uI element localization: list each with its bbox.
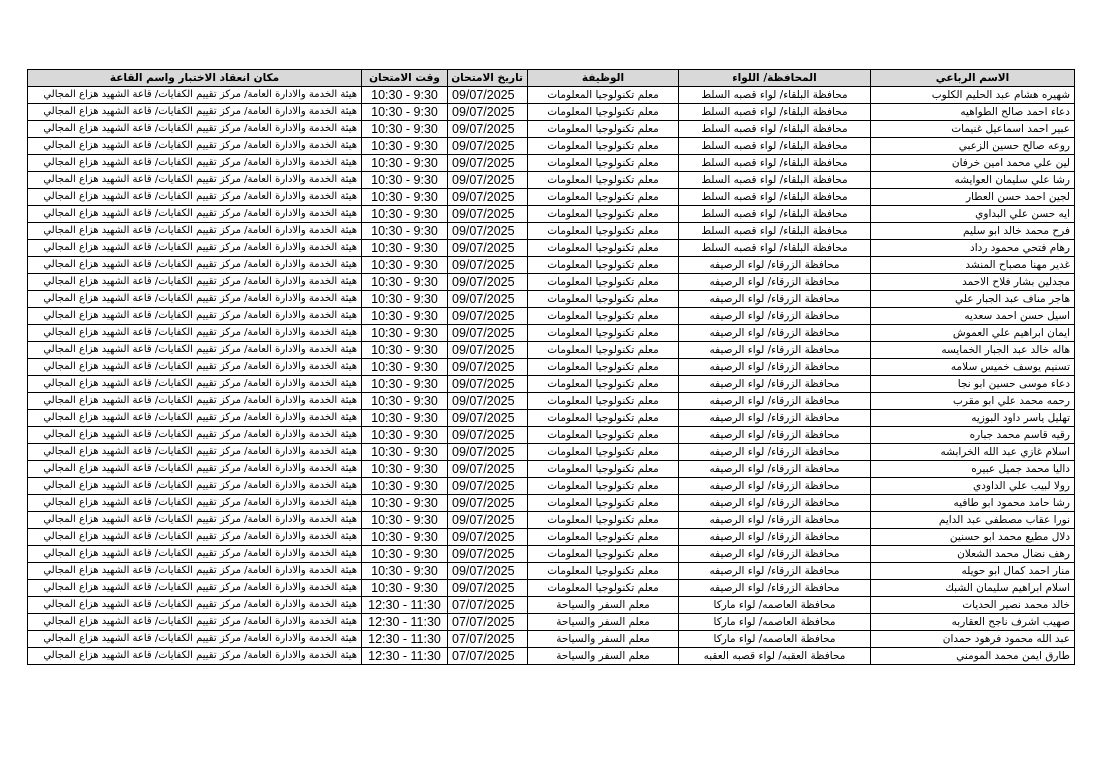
cell-exam-place: هيئة الخدمة والادارة العامة/ مركز تقييم الكفايات/ قاعة الشهيد هزاع المجالي (28, 563, 362, 580)
cell-job: معلم تكنولوجيا المعلومات (528, 444, 679, 461)
cell-governorate: محافظة الزرقاء/ لواء الرصيفه (679, 359, 871, 376)
cell-governorate: محافظة الزرقاء/ لواء الرصيفه (679, 495, 871, 512)
cell-exam-time: 10:30 - 9:30 (362, 529, 448, 546)
cell-exam-place: هيئة الخدمة والادارة العامة/ مركز تقييم الكفايات/ قاعة الشهيد هزاع المجالي (28, 546, 362, 563)
cell-exam-place: هيئة الخدمة والادارة العامة/ مركز تقييم الكفايات/ قاعة الشهيد هزاع المجالي (28, 206, 362, 223)
cell-exam-time: 10:30 - 9:30 (362, 444, 448, 461)
cell-exam-date: 09/07/2025 (448, 376, 528, 393)
cell-job: معلم تكنولوجيا المعلومات (528, 325, 679, 342)
cell-name: شهيره هشام عبد الحليم الكلوب (871, 87, 1075, 104)
cell-exam-time: 10:30 - 9:30 (362, 325, 448, 342)
cell-exam-date: 09/07/2025 (448, 546, 528, 563)
cell-job: معلم تكنولوجيا المعلومات (528, 87, 679, 104)
header-name: الاسم الرباعي (871, 70, 1075, 87)
table-row (28, 274, 1075, 291)
cell-exam-time: 10:30 - 9:30 (362, 274, 448, 291)
cell-exam-date: 09/07/2025 (448, 189, 528, 206)
cell-exam-place: هيئة الخدمة والادارة العامة/ مركز تقييم الكفايات/ قاعة الشهيد هزاع المجالي (28, 104, 362, 121)
cell-exam-date: 09/07/2025 (448, 427, 528, 444)
cell-name: عبير احمد اسماعيل غنيمات (871, 121, 1075, 138)
cell-governorate: محافظة البلقاء/ لواء قصبه السلط (679, 189, 871, 206)
cell-job: معلم تكنولوجيا المعلومات (528, 461, 679, 478)
cell-governorate: محافظة البلقاء/ لواء قصبه السلط (679, 121, 871, 138)
cell-job: معلم تكنولوجيا المعلومات (528, 223, 679, 240)
table-row (28, 512, 1075, 529)
cell-governorate: محافظة العاصمه/ لواء ماركا (679, 614, 871, 631)
table-row (28, 308, 1075, 325)
cell-job: معلم السفر والسياحة (528, 597, 679, 614)
table-row (28, 291, 1075, 308)
cell-exam-time: 10:30 - 9:30 (362, 155, 448, 172)
table-row (28, 478, 1075, 495)
cell-name: ايه حسن علي البداوي (871, 206, 1075, 223)
cell-exam-place: هيئة الخدمة والادارة العامة/ مركز تقييم الكفايات/ قاعة الشهيد هزاع المجالي (28, 308, 362, 325)
cell-job: معلم السفر والسياحة (528, 648, 679, 665)
cell-name: رقيه قاسم محمد جباره (871, 427, 1075, 444)
cell-job: معلم تكنولوجيا المعلومات (528, 580, 679, 597)
cell-exam-date: 09/07/2025 (448, 580, 528, 597)
cell-exam-time: 10:30 - 9:30 (362, 478, 448, 495)
cell-exam-time: 10:30 - 9:30 (362, 172, 448, 189)
cell-exam-place: هيئة الخدمة والادارة العامة/ مركز تقييم الكفايات/ قاعة الشهيد هزاع المجالي (28, 291, 362, 308)
cell-exam-place: هيئة الخدمة والادارة العامة/ مركز تقييم الكفايات/ قاعة الشهيد هزاع المجالي (28, 495, 362, 512)
cell-job: معلم تكنولوجيا المعلومات (528, 563, 679, 580)
cell-exam-time: 10:30 - 9:30 (362, 495, 448, 512)
cell-exam-date: 09/07/2025 (448, 104, 528, 121)
cell-exam-date: 09/07/2025 (448, 393, 528, 410)
cell-governorate: محافظة الزرقاء/ لواء الرصيفه (679, 478, 871, 495)
table-row (28, 410, 1075, 427)
cell-exam-time: 10:30 - 9:30 (362, 138, 448, 155)
cell-job: معلم تكنولوجيا المعلومات (528, 359, 679, 376)
cell-exam-place: هيئة الخدمة والادارة العامة/ مركز تقييم الكفايات/ قاعة الشهيد هزاع المجالي (28, 274, 362, 291)
table-row (28, 223, 1075, 240)
cell-exam-date: 09/07/2025 (448, 563, 528, 580)
cell-name: رولا لبيب علي الداودي (871, 478, 1075, 495)
cell-name: خالد محمد نصير الحديات (871, 597, 1075, 614)
cell-exam-time: 10:30 - 9:30 (362, 189, 448, 206)
table-row (28, 138, 1075, 155)
cell-name: رهام فتحي محمود رداد (871, 240, 1075, 257)
cell-name: اسيل حسن احمد سعديه (871, 308, 1075, 325)
cell-exam-date: 09/07/2025 (448, 529, 528, 546)
cell-name: داليا محمد جميل عبيره (871, 461, 1075, 478)
cell-job: معلم تكنولوجيا المعلومات (528, 121, 679, 138)
cell-job: معلم السفر والسياحة (528, 631, 679, 648)
cell-job: معلم تكنولوجيا المعلومات (528, 546, 679, 563)
cell-exam-date: 09/07/2025 (448, 138, 528, 155)
cell-exam-place: هيئة الخدمة والادارة العامة/ مركز تقييم الكفايات/ قاعة الشهيد هزاع المجالي (28, 512, 362, 529)
cell-name: دلال مطيع محمد ابو حسنين (871, 529, 1075, 546)
cell-name: نورا عقاب مصطفى عبد الدايم (871, 512, 1075, 529)
table-row (28, 240, 1075, 257)
cell-governorate: محافظة الزرقاء/ لواء الرصيفه (679, 529, 871, 546)
cell-job: معلم تكنولوجيا المعلومات (528, 342, 679, 359)
cell-exam-date: 09/07/2025 (448, 155, 528, 172)
cell-exam-date: 09/07/2025 (448, 308, 528, 325)
cell-governorate: محافظة الزرقاء/ لواء الرصيفه (679, 308, 871, 325)
cell-job: معلم تكنولوجيا المعلومات (528, 138, 679, 155)
cell-job: معلم تكنولوجيا المعلومات (528, 308, 679, 325)
cell-exam-date: 09/07/2025 (448, 410, 528, 427)
table-row (28, 461, 1075, 478)
cell-exam-place: هيئة الخدمة والادارة العامة/ مركز تقييم الكفايات/ قاعة الشهيد هزاع المجالي (28, 87, 362, 104)
cell-exam-date: 09/07/2025 (448, 359, 528, 376)
cell-governorate: محافظة الزرقاء/ لواء الرصيفه (679, 393, 871, 410)
cell-name: مجدلين بشار فلاح الاحمد (871, 274, 1075, 291)
cell-governorate: محافظة الزرقاء/ لواء الرصيفه (679, 257, 871, 274)
cell-exam-place: هيئة الخدمة والادارة العامة/ مركز تقييم الكفايات/ قاعة الشهيد هزاع المجالي (28, 189, 362, 206)
cell-name: لجين احمد حسن العطار (871, 189, 1075, 206)
cell-governorate: محافظة الزرقاء/ لواء الرصيفه (679, 427, 871, 444)
table-row (28, 597, 1075, 614)
cell-exam-place: هيئة الخدمة والادارة العامة/ مركز تقييم الكفايات/ قاعة الشهيد هزاع المجالي (28, 529, 362, 546)
cell-name: تسنيم يوسف خميس سلامه (871, 359, 1075, 376)
cell-exam-place: هيئة الخدمة والادارة العامة/ مركز تقييم الكفايات/ قاعة الشهيد هزاع المجالي (28, 427, 362, 444)
cell-exam-time: 10:30 - 9:30 (362, 461, 448, 478)
cell-name: رهف نضال محمد الشعلان (871, 546, 1075, 563)
cell-governorate: محافظة البلقاء/ لواء قصبه السلط (679, 206, 871, 223)
cell-governorate: محافظة الزرقاء/ لواء الرصيفه (679, 410, 871, 427)
cell-governorate: محافظة الزرقاء/ لواء الرصيفه (679, 342, 871, 359)
header-job: الوظيفة (528, 70, 679, 87)
cell-name: تهليل ياسر داود البوزيه (871, 410, 1075, 427)
cell-exam-time: 10:30 - 9:30 (362, 393, 448, 410)
exam-schedule-sheet (27, 69, 1074, 665)
cell-governorate: محافظة البلقاء/ لواء قصبه السلط (679, 87, 871, 104)
cell-exam-place: هيئة الخدمة والادارة العامة/ مركز تقييم الكفايات/ قاعة الشهيد هزاع المجالي (28, 359, 362, 376)
cell-exam-date: 09/07/2025 (448, 478, 528, 495)
table-row (28, 631, 1075, 648)
cell-exam-place: هيئة الخدمة والادارة العامة/ مركز تقييم الكفايات/ قاعة الشهيد هزاع المجالي (28, 223, 362, 240)
cell-exam-time: 10:30 - 9:30 (362, 376, 448, 393)
cell-exam-time: 10:30 - 9:30 (362, 359, 448, 376)
cell-governorate: محافظة البلقاء/ لواء قصبه السلط (679, 155, 871, 172)
cell-name: طارق ايمن محمد المومني (871, 648, 1075, 665)
header-exam-date: تاريخ الامتحان (448, 70, 528, 87)
cell-job: معلم تكنولوجيا المعلومات (528, 274, 679, 291)
cell-exam-place: هيئة الخدمة والادارة العامة/ مركز تقييم الكفايات/ قاعة الشهيد هزاع المجالي (28, 597, 362, 614)
cell-exam-place: هيئة الخدمة والادارة العامة/ مركز تقييم الكفايات/ قاعة الشهيد هزاع المجالي (28, 631, 362, 648)
cell-exam-date: 09/07/2025 (448, 121, 528, 138)
cell-job: معلم تكنولوجيا المعلومات (528, 291, 679, 308)
table-row (28, 206, 1075, 223)
cell-exam-date: 09/07/2025 (448, 87, 528, 104)
table-row (28, 155, 1075, 172)
cell-exam-date: 09/07/2025 (448, 206, 528, 223)
cell-exam-place: هيئة الخدمة والادارة العامة/ مركز تقييم الكفايات/ قاعة الشهيد هزاع المجالي (28, 342, 362, 359)
cell-job: معلم تكنولوجيا المعلومات (528, 376, 679, 393)
cell-exam-date: 07/07/2025 (448, 614, 528, 631)
table-row (28, 359, 1075, 376)
cell-exam-time: 10:30 - 9:30 (362, 240, 448, 257)
cell-exam-place: هيئة الخدمة والادارة العامة/ مركز تقييم الكفايات/ قاعة الشهيد هزاع المجالي (28, 444, 362, 461)
table-row (28, 529, 1075, 546)
cell-job: معلم تكنولوجيا المعلومات (528, 104, 679, 121)
cell-exam-time: 10:30 - 9:30 (362, 206, 448, 223)
cell-job: معلم تكنولوجيا المعلومات (528, 155, 679, 172)
cell-exam-date: 09/07/2025 (448, 291, 528, 308)
cell-exam-time: 10:30 - 9:30 (362, 291, 448, 308)
cell-governorate: محافظة العاصمه/ لواء ماركا (679, 631, 871, 648)
cell-exam-date: 09/07/2025 (448, 325, 528, 342)
cell-job: معلم تكنولوجيا المعلومات (528, 529, 679, 546)
cell-name: رحمه محمد علي ابو مقرب (871, 393, 1075, 410)
cell-job: معلم تكنولوجيا المعلومات (528, 410, 679, 427)
table-row (28, 189, 1075, 206)
cell-exam-place: هيئة الخدمة والادارة العامة/ مركز تقييم الكفايات/ قاعة الشهيد هزاع المجالي (28, 240, 362, 257)
cell-exam-place: هيئة الخدمة والادارة العامة/ مركز تقييم الكفايات/ قاعة الشهيد هزاع المجالي (28, 461, 362, 478)
table-row (28, 648, 1075, 665)
cell-exam-place: هيئة الخدمة والادارة العامة/ مركز تقييم الكفايات/ قاعة الشهيد هزاع المجالي (28, 478, 362, 495)
cell-exam-place: هيئة الخدمة والادارة العامة/ مركز تقييم الكفايات/ قاعة الشهيد هزاع المجالي (28, 155, 362, 172)
table-row (28, 172, 1075, 189)
cell-governorate: محافظة الزرقاء/ لواء الرصيفه (679, 580, 871, 597)
cell-exam-date: 09/07/2025 (448, 274, 528, 291)
table-row (28, 444, 1075, 461)
cell-job: معلم تكنولوجيا المعلومات (528, 172, 679, 189)
cell-exam-time: 10:30 - 9:30 (362, 546, 448, 563)
cell-name: دعاء موسى حسين ابو نجا (871, 376, 1075, 393)
cell-governorate: محافظة البلقاء/ لواء قصبه السلط (679, 172, 871, 189)
table-row (28, 325, 1075, 342)
cell-exam-date: 07/07/2025 (448, 631, 528, 648)
cell-exam-time: 10:30 - 9:30 (362, 87, 448, 104)
table-row (28, 563, 1075, 580)
cell-exam-time: 10:30 - 9:30 (362, 512, 448, 529)
cell-governorate: محافظة العقبه/ لواء قصبه العقبه (679, 648, 871, 665)
cell-job: معلم تكنولوجيا المعلومات (528, 393, 679, 410)
cell-name: اسلام ابراهيم سليمان الشبك (871, 580, 1075, 597)
table-row (28, 393, 1075, 410)
cell-governorate: محافظة الزرقاء/ لواء الرصيفه (679, 376, 871, 393)
cell-job: معلم تكنولوجيا المعلومات (528, 206, 679, 223)
cell-exam-place: هيئة الخدمة والادارة العامة/ مركز تقييم الكفايات/ قاعة الشهيد هزاع المجالي (28, 648, 362, 665)
cell-exam-place: هيئة الخدمة والادارة العامة/ مركز تقييم الكفايات/ قاعة الشهيد هزاع المجالي (28, 580, 362, 597)
cell-exam-place: هيئة الخدمة والادارة العامة/ مركز تقييم الكفايات/ قاعة الشهيد هزاع المجالي (28, 172, 362, 189)
cell-name: هاجر مناف عبد الجبار علي (871, 291, 1075, 308)
cell-governorate: محافظة البلقاء/ لواء قصبه السلط (679, 223, 871, 240)
cell-exam-time: 10:30 - 9:30 (362, 427, 448, 444)
cell-exam-date: 09/07/2025 (448, 223, 528, 240)
cell-job: معلم السفر والسياحة (528, 614, 679, 631)
cell-exam-time: 12:30 - 11:30 (362, 648, 448, 665)
cell-governorate: محافظة الزرقاء/ لواء الرصيفه (679, 512, 871, 529)
cell-exam-place: هيئة الخدمة والادارة العامة/ مركز تقييم الكفايات/ قاعة الشهيد هزاع المجالي (28, 393, 362, 410)
table-body (28, 87, 1075, 665)
cell-exam-place: هيئة الخدمة والادارة العامة/ مركز تقييم الكفايات/ قاعة الشهيد هزاع المجالي (28, 138, 362, 155)
header-governorate: المحافظة/ اللواء (679, 70, 871, 87)
cell-exam-time: 10:30 - 9:30 (362, 223, 448, 240)
cell-name: صهيب اشرف ناجح العقاربه (871, 614, 1075, 631)
cell-name: اسلام غازي عبد الله الخرابشه (871, 444, 1075, 461)
cell-exam-time: 10:30 - 9:30 (362, 580, 448, 597)
cell-exam-time: 10:30 - 9:30 (362, 257, 448, 274)
cell-governorate: محافظة العاصمه/ لواء ماركا (679, 597, 871, 614)
cell-name: ايمان ابراهيم علي العموش (871, 325, 1075, 342)
header-exam-time: وقت الامتحان (362, 70, 448, 87)
table-row (28, 614, 1075, 631)
cell-exam-date: 09/07/2025 (448, 461, 528, 478)
table-row (28, 376, 1075, 393)
table-row (28, 495, 1075, 512)
cell-exam-date: 09/07/2025 (448, 495, 528, 512)
cell-job: معلم تكنولوجيا المعلومات (528, 427, 679, 444)
cell-governorate: محافظة الزرقاء/ لواء الرصيفه (679, 461, 871, 478)
cell-name: فرح محمد خالد ابو سليم (871, 223, 1075, 240)
cell-exam-time: 10:30 - 9:30 (362, 121, 448, 138)
cell-exam-place: هيئة الخدمة والادارة العامة/ مركز تقييم الكفايات/ قاعة الشهيد هزاع المجالي (28, 257, 362, 274)
cell-exam-date: 09/07/2025 (448, 444, 528, 461)
cell-exam-date: 07/07/2025 (448, 597, 528, 614)
cell-exam-place: هيئة الخدمة والادارة العامة/ مركز تقييم الكفايات/ قاعة الشهيد هزاع المجالي (28, 376, 362, 393)
cell-exam-time: 10:30 - 9:30 (362, 308, 448, 325)
table-row (28, 546, 1075, 563)
table-row (28, 427, 1075, 444)
exam-schedule-table (27, 69, 1075, 665)
cell-job: معلم تكنولوجيا المعلومات (528, 495, 679, 512)
cell-exam-place: هيئة الخدمة والادارة العامة/ مركز تقييم الكفايات/ قاعة الشهيد هزاع المجالي (28, 614, 362, 631)
cell-job: معلم تكنولوجيا المعلومات (528, 257, 679, 274)
table-row (28, 87, 1075, 104)
cell-exam-time: 12:30 - 11:30 (362, 597, 448, 614)
table-row (28, 121, 1075, 138)
cell-governorate: محافظة البلقاء/ لواء قصبه السلط (679, 240, 871, 257)
cell-name: هاله خالد عبد الجبار الخمايسه (871, 342, 1075, 359)
cell-name: غدير مهنا مصباح المنشد (871, 257, 1075, 274)
cell-exam-time: 10:30 - 9:30 (362, 104, 448, 121)
cell-exam-place: هيئة الخدمة والادارة العامة/ مركز تقييم الكفايات/ قاعة الشهيد هزاع المجالي (28, 121, 362, 138)
cell-exam-place: هيئة الخدمة والادارة العامة/ مركز تقييم الكفايات/ قاعة الشهيد هزاع المجالي (28, 325, 362, 342)
cell-governorate: محافظة البلقاء/ لواء قصبه السلط (679, 104, 871, 121)
cell-exam-time: 10:30 - 9:30 (362, 563, 448, 580)
cell-name: لين علي محمد امين خرفان (871, 155, 1075, 172)
cell-governorate: محافظة البلقاء/ لواء قصبه السلط (679, 138, 871, 155)
cell-exam-time: 12:30 - 11:30 (362, 631, 448, 648)
cell-governorate: محافظة الزرقاء/ لواء الرصيفه (679, 444, 871, 461)
header-exam-place: مكان انعقاد الاختبار واسم القاعة (28, 70, 362, 87)
cell-job: معلم تكنولوجيا المعلومات (528, 478, 679, 495)
cell-governorate: محافظة الزرقاء/ لواء الرصيفه (679, 563, 871, 580)
cell-exam-date: 09/07/2025 (448, 512, 528, 529)
cell-exam-time: 10:30 - 9:30 (362, 410, 448, 427)
cell-governorate: محافظة الزرقاء/ لواء الرصيفه (679, 291, 871, 308)
cell-name: روعه صالح حسين الزعبي (871, 138, 1075, 155)
cell-job: معلم تكنولوجيا المعلومات (528, 512, 679, 529)
table-row (28, 104, 1075, 121)
cell-governorate: محافظة الزرقاء/ لواء الرصيفه (679, 325, 871, 342)
cell-exam-date: 09/07/2025 (448, 172, 528, 189)
cell-name: منار احمد كمال ابو حويله (871, 563, 1075, 580)
cell-job: معلم تكنولوجيا المعلومات (528, 189, 679, 206)
cell-governorate: محافظة الزرقاء/ لواء الرصيفه (679, 546, 871, 563)
cell-name: رشا حامد محمود ابو طافيه (871, 495, 1075, 512)
cell-exam-date: 07/07/2025 (448, 648, 528, 665)
cell-exam-date: 09/07/2025 (448, 240, 528, 257)
cell-exam-place: هيئة الخدمة والادارة العامة/ مركز تقييم الكفايات/ قاعة الشهيد هزاع المجالي (28, 410, 362, 427)
cell-exam-date: 09/07/2025 (448, 342, 528, 359)
table-header-row (28, 70, 1075, 87)
cell-exam-date: 09/07/2025 (448, 257, 528, 274)
cell-exam-time: 10:30 - 9:30 (362, 342, 448, 359)
cell-name: دعاء احمد صالح الطواهيه (871, 104, 1075, 121)
cell-exam-time: 12:30 - 11:30 (362, 614, 448, 631)
table-row (28, 342, 1075, 359)
cell-job: معلم تكنولوجيا المعلومات (528, 240, 679, 257)
table-row (28, 580, 1075, 597)
cell-name: رشا علي سليمان العوايشه (871, 172, 1075, 189)
cell-name: عبد الله محمود فرهود حمدان (871, 631, 1075, 648)
table-row (28, 257, 1075, 274)
cell-governorate: محافظة الزرقاء/ لواء الرصيفه (679, 274, 871, 291)
